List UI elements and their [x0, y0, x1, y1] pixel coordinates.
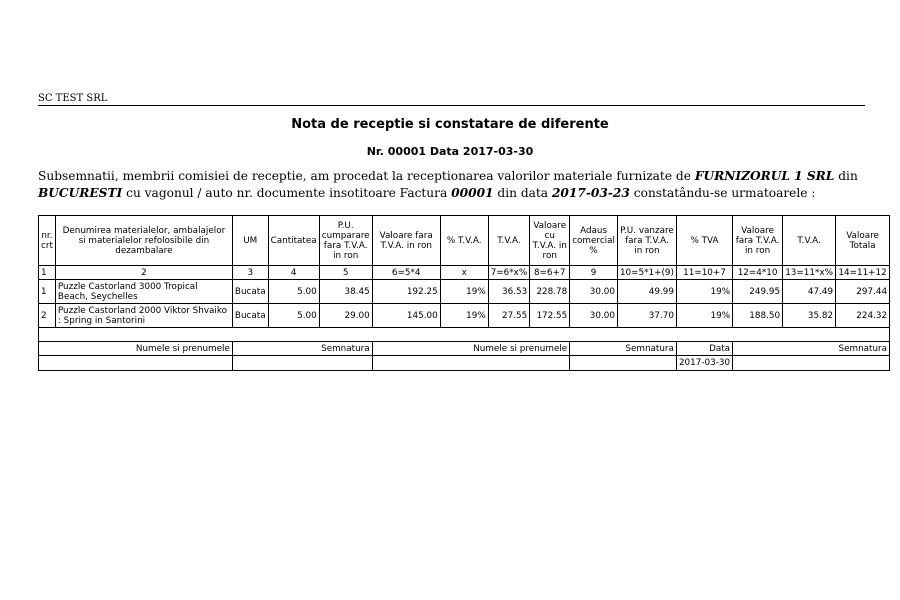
header-cell: Denumirea materialelor, ambalajelor si materialelor refolosibile din dezambalare: [55, 216, 232, 266]
sale-value-excl-vat: 249.95: [733, 280, 783, 304]
formula-cell: 14=11+12: [836, 266, 890, 280]
invoice-date: 2017-03-23: [551, 186, 630, 200]
header-cell: Valoare Totala: [836, 216, 890, 266]
header-cell: Valoare fara T.V.A. in ron: [733, 216, 783, 266]
table-row: [39, 304, 890, 328]
vat-percent: 19%: [440, 280, 488, 304]
header-cell: T.V.A.: [783, 216, 836, 266]
date-value: 2017-03-30: [676, 356, 732, 371]
header-cell: P.U. vanzare fara T.V.A. in ron: [617, 216, 676, 266]
signature-label: Semnatura: [733, 342, 890, 356]
header-cell: T.V.A.: [488, 216, 530, 266]
header-cell: UM: [232, 216, 268, 266]
spacer-cell: [39, 328, 890, 342]
supplier-name: FURNIZORUL 1 SRL: [694, 169, 835, 183]
value-excl-vat: 192.25: [372, 280, 440, 304]
total-value: 297.44: [836, 280, 890, 304]
value-excl-vat: 145.00: [372, 304, 440, 328]
formula-cell: 10=5*1+(9): [617, 266, 676, 280]
header-cell: Adaus comercial %: [570, 216, 618, 266]
formula-cell: 1: [39, 266, 56, 280]
signature-name-label: Numele si prenumele: [372, 342, 570, 356]
quantity: 5.00: [268, 304, 319, 328]
document-title: Nota de receptie si constatare de diferente: [291, 117, 609, 132]
formula-cell: 9: [570, 266, 618, 280]
sale-vat-amount: 47.49: [783, 280, 836, 304]
sale-vat-percent: 19%: [676, 304, 732, 328]
formula-cell: 6=5*4: [372, 266, 440, 280]
header-cell: P.U. cumparare fara T.V.A. in ron: [319, 216, 372, 266]
formula-row: [39, 266, 890, 280]
intro-text-4: din data: [493, 186, 552, 200]
intro-text-1: Subsemnatii, membrii comisiei de receptie, am procedat la receptionarea valorilor materiale furnizate de: [38, 169, 695, 183]
signature-label: Semnatura: [570, 342, 677, 356]
signature-name-field: [39, 356, 233, 371]
signature-label: Semnatura: [232, 342, 372, 356]
signature-labels-row: [39, 342, 890, 356]
header-cell: % TVA: [676, 216, 732, 266]
header-cell: Cantitatea: [268, 216, 319, 266]
vat-percent: 19%: [440, 304, 488, 328]
intro-paragraph: [38, 168, 868, 202]
purchase-unit-price: 29.00: [319, 304, 372, 328]
value-incl-vat: 228.78: [530, 280, 570, 304]
date-label: Data: [676, 342, 732, 356]
formula-cell: 2: [55, 266, 232, 280]
unit: Bucata: [232, 304, 268, 328]
sale-unit-price: 37.70: [617, 304, 676, 328]
product-name: Puzzle Castorland 3000 Tropical Beach, Seychelles: [55, 280, 232, 304]
header-cell: nr. crt: [39, 216, 56, 266]
product-name: Puzzle Castorland 2000 Viktor Shvaiko : Spring in Santorini: [55, 304, 232, 328]
formula-cell: 7=6*x%: [488, 266, 530, 280]
reception-table: [38, 215, 890, 371]
purchase-unit-price: 38.45: [319, 280, 372, 304]
table-header-row: [39, 216, 890, 266]
header-cell: Valoare cu T.V.A. in ron: [530, 216, 570, 266]
signature-values-row: [39, 356, 890, 371]
invoice-number: 00001: [451, 186, 494, 200]
intro-text-3: cu vagonul / auto nr. documente insotitoare Factura: [122, 186, 452, 200]
signature-field: [733, 356, 890, 371]
header-cell: Valoare fara T.V.A. in ron: [372, 216, 440, 266]
value-incl-vat: 172.55: [530, 304, 570, 328]
formula-cell: 11=10+7: [676, 266, 732, 280]
formula-cell: 5: [319, 266, 372, 280]
sale-value-excl-vat: 188.50: [733, 304, 783, 328]
formula-cell: x: [440, 266, 488, 280]
markup-percent: 30.00: [570, 280, 618, 304]
vat-amount: 36.53: [488, 280, 530, 304]
signature-name-label: Numele si prenumele: [39, 342, 233, 356]
unit: Bucata: [232, 280, 268, 304]
document-number-date: Nr. 00001 Data 2017-03-30: [366, 145, 534, 158]
intro-text-5: constatându-se urmatoarele :: [629, 186, 816, 200]
supplier-city: BUCURESTI: [38, 186, 123, 200]
intro-text-2: din: [834, 169, 858, 183]
company-name: SC TEST SRL: [38, 93, 108, 104]
formula-cell: 13=11*x%: [783, 266, 836, 280]
signature-name-field: [372, 356, 570, 371]
header-cell: % T.V.A.: [440, 216, 488, 266]
formula-cell: 8=6+7: [530, 266, 570, 280]
formula-cell: 3: [232, 266, 268, 280]
quantity: 5.00: [268, 280, 319, 304]
header-divider: [38, 105, 865, 106]
sale-unit-price: 49.99: [617, 280, 676, 304]
formula-cell: 4: [268, 266, 319, 280]
spacer-row: [39, 328, 890, 342]
total-value: 224.32: [836, 304, 890, 328]
vat-amount: 27.55: [488, 304, 530, 328]
sale-vat-percent: 19%: [676, 280, 732, 304]
row-number: 2: [39, 304, 56, 328]
row-number: 1: [39, 280, 56, 304]
sale-vat-amount: 35.82: [783, 304, 836, 328]
signature-field: [570, 356, 677, 371]
formula-cell: 12=4*10: [733, 266, 783, 280]
markup-percent: 30.00: [570, 304, 618, 328]
table-row: [39, 280, 890, 304]
signature-field: [232, 356, 372, 371]
